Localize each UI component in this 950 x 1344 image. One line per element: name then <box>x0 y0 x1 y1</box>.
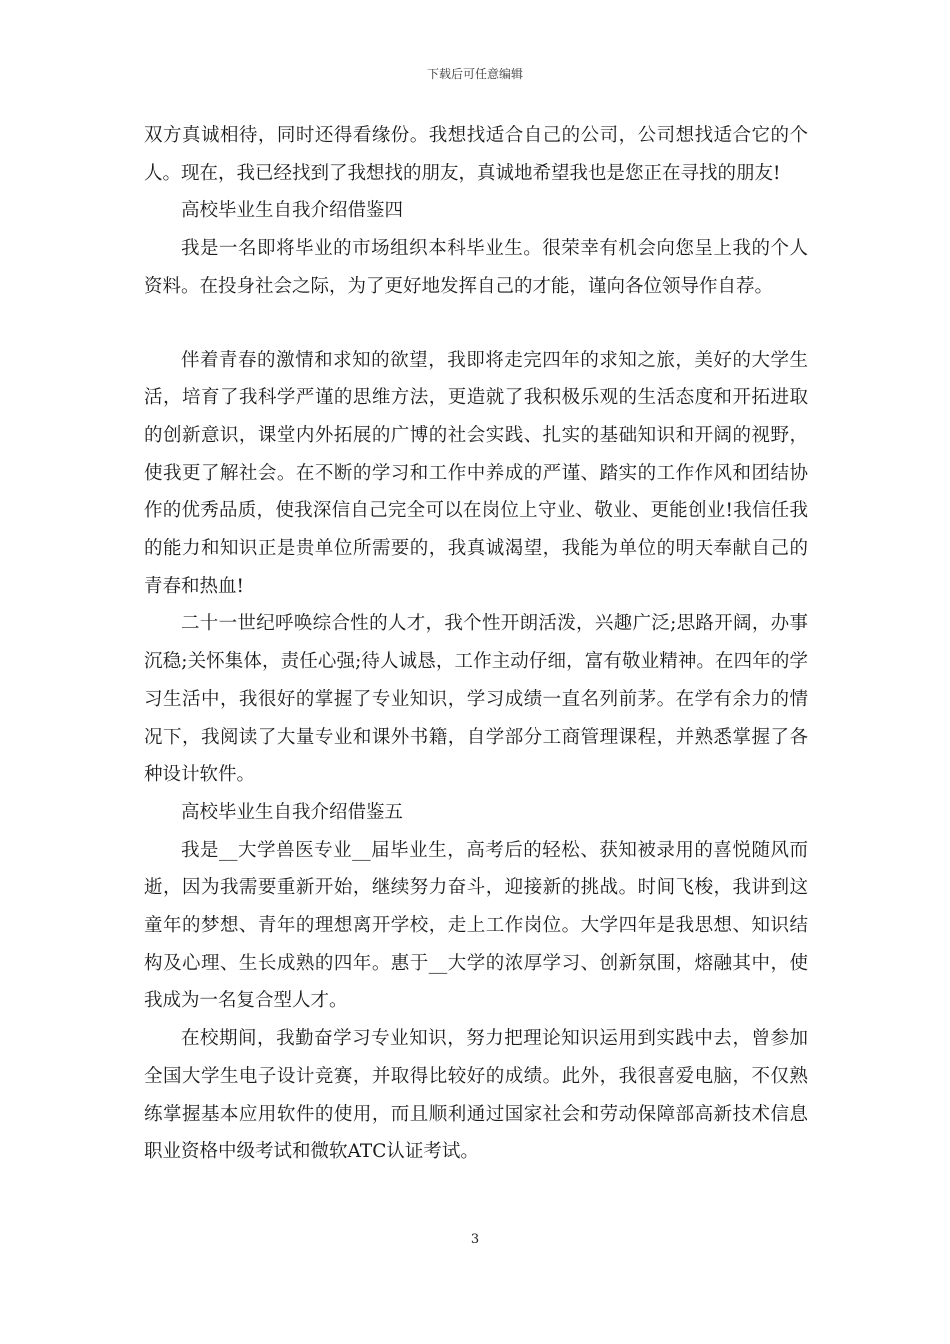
paragraph-youth-passion: 伴着青春的激情和求知的欲望，我即将走完四年的求知之旅，美好的大学生活，培育了我科学严谨的思维方法，更造就了我积极乐观的生活态度和开拓进取的创新意识，课堂内外拓展的广博的社会实践、扎实的基础知识和开阔的视野，使我更了解社会。在不断的学习和工作中养成的严谨、踏实的工作作风和团结协作的优秀品质，使我深信自己完全可以在岗位上守业、敬业、更能创业!我信任我的能力和知识正是贵单位所需要的，我真诚渴望，我能为单位的明天奉献自己的青春和热血! <box>144 349 808 597</box>
paragraph-intro-five: 我是__大学兽医专业__届毕业生，高考后的轻松、获知被录用的喜悦随风而逝，因为我需要重新开始，继续努力奋斗，迎接新的挑战。时间飞梭，我讲到这童年的梦想、青年的理想离开学校，走上工作岗位。大学四年是我思想、知识结构及心理、生长成熟的四年。惠于__大学的浓厚学习、创新氛围，熔融其中，使我成为一名复合型人才。 <box>144 839 808 1012</box>
paragraph-continuation: 双方真诚相待，同时还得看缘份。我想找适合自己的公司，公司想找适合它的个人。现在，我已经找到了我想找的朋友，真诚地希望我也是您正在寻找的朋友! <box>144 125 808 184</box>
paragraph-intro-four: 我是一名即将毕业的市场组织本科毕业生。很荣幸有机会向您呈上我的个人资料。在投身社会之际，为了更好地发挥自己的才能，谨向各位领导作自荐。 <box>144 238 808 297</box>
page-number: 3 <box>470 1232 480 1247</box>
document-body <box>144 117 808 1171</box>
paragraph-twenty-first-century: 二十一世纪呼唤综合性的人才，我个性开朗活泼，兴趣广泛;思路开阔，办事沉稳;关怀集体，责任心强;待人诚恳，工作主动仔细，富有敬业精神。在四年的学习生活中，我很好的掌握了专业知识，学习成绩一直名列前茅。在学有余力的情况下，我阅读了大量专业和课外书籍，自学部分工商管理课程，并熟悉掌握了各种设计软件。 <box>144 613 808 786</box>
section-heading-four: 高校毕业生自我介绍借鉴四 <box>181 200 404 222</box>
section-heading-five: 高校毕业生自我介绍借鉴五 <box>181 801 404 823</box>
page-header-note: 下载后可任意编辑 <box>426 67 523 81</box>
paragraph-spacer <box>144 306 808 342</box>
paragraph-school-period: 在校期间，我勤奋学习专业知识，努力把理论知识运用到实践中去，曾参加全国大学生电子设计竞赛，并取得比较好的成绩。此外，我很喜爱电脑，不仅熟练掌握基本应用软件的使用，而且顺利通过国家社会和劳动保障部高新技术信息职业资格中级考试和微软ATC认证考试。 <box>144 1028 808 1163</box>
